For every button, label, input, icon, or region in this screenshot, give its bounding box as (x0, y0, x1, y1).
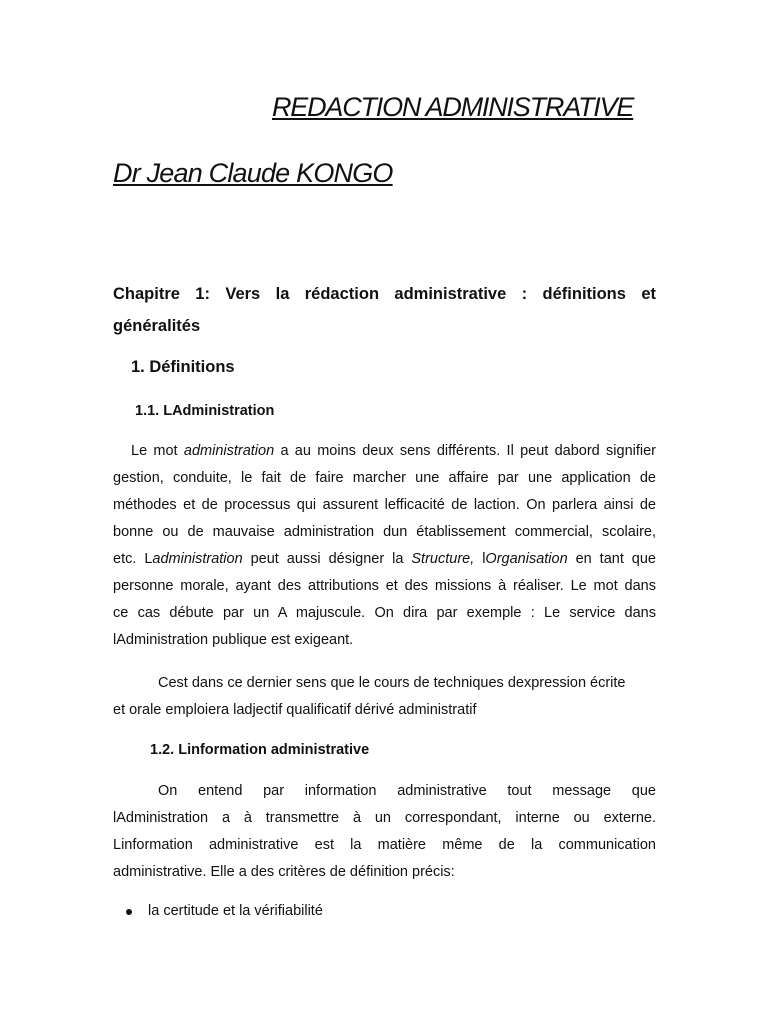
paragraph-line: administrative. Elle a des critères de définition précis: (113, 864, 455, 880)
paragraph-line: Le mot administration a au moins deux sens différents. Il peut dabord signifier (131, 443, 656, 459)
document-title: REDACTION ADMINISTRATIVE (272, 92, 634, 122)
chapter-heading: Chapitre 1: Vers la rédaction administrative : définitions et généralités (113, 285, 656, 335)
paragraph-sens (113, 670, 656, 724)
document-author: Dr Jean Claude KONGO (113, 158, 393, 188)
paragraph-line: lAdministration a à transmettre à un correspondant, interne ou externe. (113, 810, 656, 826)
paragraph-line: On entend par information administrative tout message que (158, 783, 656, 799)
paragraph-line: Cest dans ce dernier sens que le cours de techniques dexpression écrite (158, 675, 626, 691)
paragraph-line: Linformation administrative est la matière même de la communication (113, 837, 656, 853)
paragraph-line: lAdministration publique est exigeant. (113, 632, 354, 648)
subsection-heading-information: 1.2. Linformation administrative (150, 742, 370, 758)
section-heading-definitions: 1. Définitions (131, 358, 235, 376)
bullet-icon (126, 909, 132, 915)
criteria-list (126, 903, 323, 919)
paragraph-information (113, 778, 656, 886)
list-item-text: la certitude et la vérifiabilité (148, 903, 323, 919)
paragraph-line: bonne ou de mauvaise administration dun établissement commercial, scolaire, (113, 524, 656, 540)
paragraph-line: personne morale, ayant des attributions et des missions à réaliser. Le mot dans (113, 578, 656, 594)
paragraph-line: et orale emploiera ladjectif qualificatif dérivé administratif (113, 702, 477, 718)
paragraph-line: gestion, conduite, le fait de faire marcher une affaire par une application de (113, 470, 656, 486)
list-item (126, 903, 323, 919)
paragraph-line: etc. Ladministration peut aussi désigner la Structure, lOrganisation en tant que (113, 551, 656, 567)
paragraph-line: méthodes et de processus qui assurent lefficacité de laction. On parlera ainsi de (113, 497, 656, 513)
subsection-heading-administration: 1.1. LAdministration (135, 403, 275, 419)
paragraph-line: ce cas débute par un A majuscule. On dira par exemple : Le service dans (113, 605, 656, 621)
paragraph-administration (113, 438, 656, 654)
